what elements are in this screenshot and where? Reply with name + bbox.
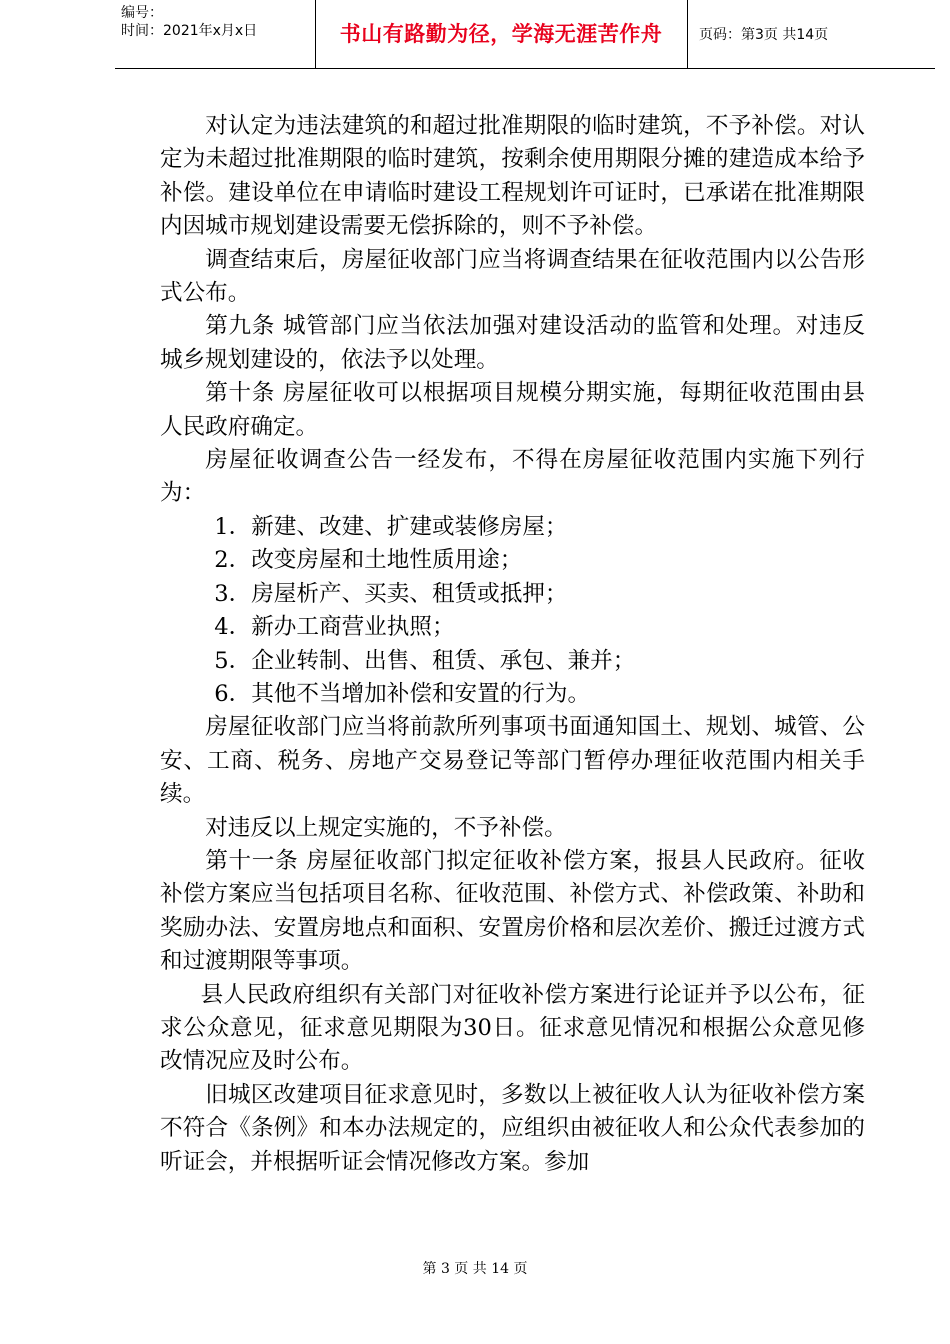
list-item: 1．新建、改建、扩建或装修房屋； xyxy=(214,513,568,540)
document-body xyxy=(160,110,865,1179)
document-number-label: 编号： xyxy=(121,5,163,21)
list-item: 2．改变房屋和土地性质用途； xyxy=(214,547,523,574)
body-paragraph: 房屋征收部门应当将前款所列事项书面通知国土、规划、城管、公安、工商、税务、房地产交易登记等部门暂停办理征收范围内相关手续。 xyxy=(160,714,865,808)
body-paragraph: 县人民政府组织有关部门对征收补偿方案进行论证并予以公布，征求公众意见，征求意见期限为30日。征求意见情况和根据公众意见修改情况应及时公布。 xyxy=(160,981,865,1075)
document-date: 时间：2021年x月x日 xyxy=(121,23,258,39)
article-10: 第十条 房屋征收可以根据项目规模分期实施，每期征收范围由县人民政府确定。 xyxy=(160,380,865,440)
article-9: 第九条 城管部门应当依法加强对建设活动的监管和处理。对违反城乡规划建设的，依法予以处理。 xyxy=(160,313,865,373)
header-motto: 书山有路勤为径，学海无涯苦作舟 xyxy=(339,22,663,46)
list-item: 6．其他不当增加补偿和安置的行为。 xyxy=(214,680,591,707)
body-paragraph: 对认定为违法建筑的和超过批准期限的临时建筑，不予补偿。对认定为未超过批准期限的临时建筑，按剩余使用期限分摊的建造成本给予补偿。建设单位在申请临时建设工程规划许可证时，已承诺在批准期限内因城市规划建设需要无偿拆除的，则不予补偿。 xyxy=(160,113,865,240)
body-paragraph: 旧城区改建项目征求意见时，多数以上被征收人认为征收补偿方案不符合《条例》和本办法规定的，应组织由被征收人和公众代表参加的听证会，并根据听证会情况修改方案。参加 xyxy=(160,1081,865,1175)
header-divider xyxy=(687,0,688,68)
header-meta xyxy=(121,4,311,40)
body-paragraph: 对违反以上规定实施的，不予补偿。 xyxy=(205,814,567,841)
list-item: 4．新办工商营业执照； xyxy=(214,614,455,641)
list-item: 3．房屋析产、买卖、租赁或抵押； xyxy=(214,580,568,607)
page-header xyxy=(115,0,935,69)
body-paragraph: 房屋征收调查公告一经发布，不得在房屋征收范围内实施下列行为： xyxy=(160,447,865,507)
list-item: 5．企业转制、出售、租赁、承包、兼并； xyxy=(214,647,636,674)
page-footer: 第 3 页 共 14 页 xyxy=(422,1261,528,1277)
header-page-info: 页码：第3页 共14页 xyxy=(699,27,829,43)
body-paragraph: 调查结束后，房屋征收部门应当将调查结果在征收范围内以公告形式公布。 xyxy=(160,246,865,307)
article-11: 第十一条 房屋征收部门拟定征收补偿方案，报县人民政府。征收补偿方案应当包括项目名称、征收范围、补偿方式、补偿政策、补助和奖励办法、安置房地点和面积、安置房价格和层次差价、搬迁过渡方式和过渡期限等事项。 xyxy=(160,847,865,975)
